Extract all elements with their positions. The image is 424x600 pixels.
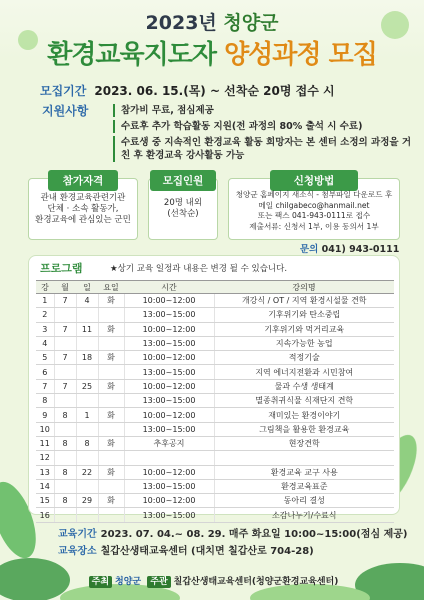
table-cell: 8	[76, 436, 98, 450]
col-header: 강의명	[214, 281, 394, 294]
support-item: 수료후 추가 학습활동 지원(전 과정의 80% 출석 시 수료)	[113, 120, 413, 133]
table-cell: 적정기술	[214, 351, 394, 365]
table-cell	[76, 451, 98, 465]
footer	[0, 574, 424, 587]
table-row	[36, 408, 394, 422]
program-note: ★상기 교육 일정과 내용은 변경 될 수 있습니다.	[110, 264, 288, 274]
table-cell: 18	[76, 351, 98, 365]
table-cell: 지역 에너지전환과 시민참여	[214, 365, 394, 379]
table-cell	[76, 365, 98, 379]
table-cell: 13:00~15:00	[124, 422, 214, 436]
table-cell: 7	[54, 322, 76, 336]
table-cell	[76, 336, 98, 350]
edu-period: 교육기간 2023. 07. 04.~ 08. 29. 매주 화요일 10:00~15:00(점심 제공)	[58, 529, 408, 540]
table-cell: 10:00~12:00	[124, 294, 214, 308]
recruit-period-value: 2023. 06. 15.(목) ~ 선착순 20명 접수 시	[94, 84, 335, 98]
col-header: 시간	[124, 281, 214, 294]
table-cell	[54, 394, 76, 408]
table-cell: 8	[54, 494, 76, 508]
table-cell: 추후공지	[124, 436, 214, 450]
title-year-line: 2023년 청양군	[145, 12, 279, 34]
table-cell: 환경교육표준	[214, 479, 394, 493]
table-cell: 개강식 / OT / 지역 환경시설물 견학	[214, 294, 394, 308]
table-row	[36, 479, 394, 493]
table-row	[36, 494, 394, 508]
table-cell: 15	[36, 494, 54, 508]
table-cell: 화	[98, 294, 124, 308]
table-cell: 10:00~12:00	[124, 494, 214, 508]
table-cell	[54, 422, 76, 436]
table-cell: 6	[36, 365, 54, 379]
table-row	[36, 422, 394, 436]
table-cell: 7	[54, 294, 76, 308]
table-cell: 현장견학	[214, 436, 394, 450]
host-tag: 주최	[89, 576, 112, 588]
table-cell: 5	[36, 351, 54, 365]
apply-text: 청양군 홈페이지 새소식 - 첨부파일 다운로드 후 메일 chilgabeco@hanmail.net 또는 팩스 041-943-0111로 접수 제출서류: 신청서 1부, 이용 동의서 1부	[235, 190, 393, 231]
recruit-period-label: 모집기간	[40, 84, 87, 98]
table-row	[36, 308, 394, 322]
table-cell: 13:00~15:00	[124, 479, 214, 493]
table-cell	[54, 479, 76, 493]
table-cell	[76, 394, 98, 408]
table-cell: 기후위기와 먹거리교육	[214, 322, 394, 336]
table-cell	[54, 451, 76, 465]
table-cell: 재미있는 환경이야기	[214, 408, 394, 422]
table-cell: 10:00~12:00	[124, 465, 214, 479]
table-row	[36, 394, 394, 408]
table-cell	[98, 422, 124, 436]
table-cell: 2	[36, 308, 54, 322]
table-cell: 소감나누기/수료식	[214, 508, 394, 522]
qualification-header: 참가자격	[48, 170, 118, 191]
table-row	[36, 336, 394, 350]
table-cell: 13	[36, 465, 54, 479]
table-row	[36, 436, 394, 450]
program-table	[36, 280, 394, 523]
table-cell	[98, 451, 124, 465]
col-header: 일	[76, 281, 98, 294]
support-label: 지원사항	[42, 104, 89, 118]
capacity-text: 20명 내외 (선착순)	[163, 198, 203, 219]
table-cell: 4	[76, 294, 98, 308]
recruit-period	[40, 82, 335, 99]
program-title: 프로그램	[40, 262, 83, 275]
table-cell	[98, 508, 124, 522]
table-cell: 11	[76, 322, 98, 336]
table-cell: 3	[36, 322, 54, 336]
table-cell: 13:00~15:00	[124, 308, 214, 322]
table-cell: 물과 수생 생태계	[214, 379, 394, 393]
table-cell: 1	[36, 294, 54, 308]
table-cell	[214, 451, 394, 465]
col-header: 강	[36, 281, 54, 294]
table-cell: 14	[36, 479, 54, 493]
table-cell: 7	[54, 351, 76, 365]
support-item: 참가비 무료, 점심제공	[113, 104, 413, 117]
table-cell: 9	[36, 408, 54, 422]
table-cell: 화	[98, 436, 124, 450]
table-cell: 8	[54, 408, 76, 422]
table-cell: 13:00~15:00	[124, 394, 214, 408]
table-cell: 화	[98, 351, 124, 365]
table-cell: 화	[98, 465, 124, 479]
table-cell	[76, 422, 98, 436]
table-cell: 11	[36, 436, 54, 450]
table-row	[36, 365, 394, 379]
table-cell	[54, 308, 76, 322]
table-row	[36, 508, 394, 522]
org-name: 칠갑산생태교육센터(청양군환경교육센터)	[173, 577, 339, 587]
table-header-row	[36, 281, 394, 294]
capacity-header: 모집인원	[150, 170, 216, 191]
table-cell	[76, 308, 98, 322]
table-cell: 25	[76, 379, 98, 393]
support-list	[113, 104, 413, 165]
table-cell: 22	[76, 465, 98, 479]
apply-header: 신청방법	[270, 170, 358, 191]
table-cell	[54, 336, 76, 350]
table-row	[36, 351, 394, 365]
edu-place: 교육장소 칠갑산생태교육센터 (대치면 칠갑산로 704-28)	[58, 546, 314, 557]
table-cell: 7	[36, 379, 54, 393]
table-cell	[76, 479, 98, 493]
table-cell: 13:00~15:00	[124, 508, 214, 522]
table-cell: 7	[54, 379, 76, 393]
table-cell: 13:00~15:00	[124, 336, 214, 350]
table-cell: 1	[76, 408, 98, 422]
table-cell: 그림책을 활용한 환경교육	[214, 422, 394, 436]
table-cell: 8	[54, 465, 76, 479]
table-cell: 13:00~15:00	[124, 365, 214, 379]
table-cell: 10:00~12:00	[124, 322, 214, 336]
table-cell: 화	[98, 494, 124, 508]
table-cell: 4	[36, 336, 54, 350]
table-cell	[124, 451, 214, 465]
table-row	[36, 451, 394, 465]
table-cell	[54, 365, 76, 379]
table-cell: 29	[76, 494, 98, 508]
col-header: 월	[54, 281, 76, 294]
host-name: 청양군	[115, 577, 142, 587]
table-row	[36, 294, 394, 308]
table-cell: 화	[98, 408, 124, 422]
org-tag: 주관	[147, 576, 170, 588]
page-title: 환경교육지도자 양성과정 모집	[47, 40, 377, 70]
table-row	[36, 379, 394, 393]
table-cell: 환경교육 교구 사용	[214, 465, 394, 479]
table-cell: 10:00~12:00	[124, 379, 214, 393]
table-cell: 16	[36, 508, 54, 522]
table-cell: 10	[36, 422, 54, 436]
table-cell: 10:00~12:00	[124, 408, 214, 422]
table-cell: 화	[98, 322, 124, 336]
table-cell: 화	[98, 379, 124, 393]
table-cell	[54, 508, 76, 522]
table-cell	[98, 479, 124, 493]
table-cell: 8	[36, 394, 54, 408]
table-cell: 기후위기와 탄소중립	[214, 308, 394, 322]
table-cell	[98, 365, 124, 379]
qualification-text: 관내 환경교육관련기관 단체 · 소속 활동가, 환경교육에 관심있는 군민	[35, 193, 131, 225]
table-row	[36, 322, 394, 336]
table-cell	[98, 394, 124, 408]
table-cell	[98, 336, 124, 350]
table-cell: 멸종취귀식물 식재단지 견학	[214, 394, 394, 408]
contact: 문의 041) 943-0111	[300, 244, 400, 255]
table-cell: 지속가능한 농업	[214, 336, 394, 350]
table-cell: 10:00~12:00	[124, 351, 214, 365]
table-cell: 동아리 결성	[214, 494, 394, 508]
table-cell	[98, 308, 124, 322]
table-cell: 8	[54, 436, 76, 450]
table-cell: 12	[36, 451, 54, 465]
table-cell	[76, 508, 98, 522]
col-header: 요일	[98, 281, 124, 294]
support-item: 수료생 중 지속적인 환경교육 활동 희망자는 본 센터 소정의 과정을 거친 후 환경교육 강사활동 가능	[113, 136, 413, 162]
table-row	[36, 465, 394, 479]
